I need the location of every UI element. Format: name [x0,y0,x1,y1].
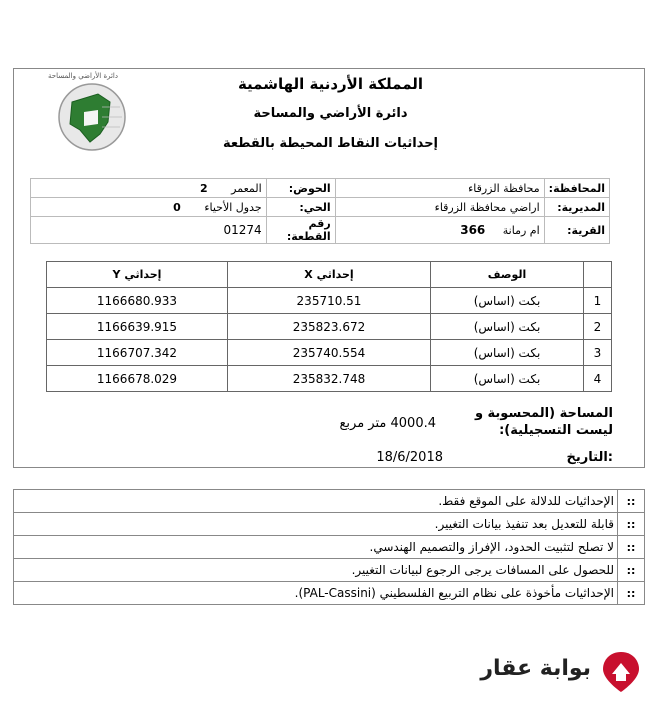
brand-mark-icon [597,648,645,696]
row-x: 235832.748 [228,366,431,392]
note-text: قابلة للتعديل بعد تنفيذ بيانات التغيير. [14,513,618,536]
basin-label: الحوض: [266,179,335,198]
row-x: 235710.51 [228,288,431,314]
note-row [14,582,645,605]
note-marker: :: [618,582,645,605]
area-value-group [339,416,436,431]
header-x: إحداثي X [228,262,431,288]
header-y: إحداثي Y [47,262,228,288]
area-unit: متر مربع [339,416,387,431]
note-text: الإحداثيات مأخوذة على نظام التربيع الفلسطيني (PAL-Cassini). [14,582,618,605]
coordinates-table [46,261,612,392]
parcel-number: 01274 [31,217,267,244]
row-number: 3 [584,340,612,366]
note-row [14,513,645,536]
table-row [47,366,612,392]
row-y: 1166680.933 [47,288,228,314]
row-number: 4 [584,366,612,392]
note-text: لا تصلح لتثبيت الحدود، الإفراز والتصميم الهندسي. [14,536,618,559]
note-text: للحصول على المسافات يرجى الرجوع لبيانات التغيير. [14,559,618,582]
row-x: 235823.672 [228,314,431,340]
row-description: بكت (اساس) [431,314,584,340]
row-number: 2 [584,314,612,340]
row-description: بكت (اساس) [431,340,584,366]
directorate-value: اراضي محافظة الزرقاء [335,198,544,217]
note-marker: :: [618,536,645,559]
row-y: 1166678.029 [47,366,228,392]
district-number: 0 [173,200,181,214]
table-row [47,340,612,366]
governorate-label: المحافظة: [544,179,609,198]
note-marker: :: [618,490,645,513]
brand-name: بوابة عقار [480,656,591,681]
date-value: 18/6/2018 [376,450,443,465]
basin-number: 2 [200,181,208,195]
village-number: 366 [460,223,486,237]
parcel-info-table [30,178,610,244]
village-name: ام رمانة [502,224,540,237]
logo-caption: دائرة الأراضي والمساحة [48,72,118,80]
area-label: المساحة (المحسوبة و ليست التسجيلية): [474,406,613,438]
row-y: 1166639.915 [47,314,228,340]
note-marker: :: [618,559,645,582]
header-number [584,262,612,288]
document-title: إحداثيات النقاط المحيطة بالقطعة [222,136,439,151]
header-description: الوصف [431,262,584,288]
department-title: دائرة الأراضي والمساحة [253,106,408,121]
district-label: الحي: [266,198,335,217]
note-row [14,559,645,582]
district-name: جدول الأحياء [204,200,262,214]
parcel-label: رقم القطعة: [266,217,335,244]
notes-table [13,489,645,605]
row-y: 1166707.342 [47,340,228,366]
directorate-label: المديرية: [544,198,609,217]
governorate-value: محافظة الزرقاء [335,179,544,198]
village-label: القرية: [544,217,609,244]
area-value: 4000.4 [390,416,436,431]
row-number: 1 [584,288,612,314]
brand-logo [480,648,645,693]
kingdom-title: المملكة الأردنية الهاشمية [237,75,424,93]
row-x: 235740.554 [228,340,431,366]
note-marker: :: [618,513,645,536]
row-description: بكت (اساس) [431,288,584,314]
basin-name: المعمر [231,181,262,195]
table-row [47,288,612,314]
row-description: بكت (اساس) [431,366,584,392]
table-row [47,314,612,340]
note-row [14,536,645,559]
note-row [14,490,645,513]
note-text: الإحداثيات للدلالة على الموقع فقط. [14,490,618,513]
date-label: التاريخ: [566,450,613,465]
